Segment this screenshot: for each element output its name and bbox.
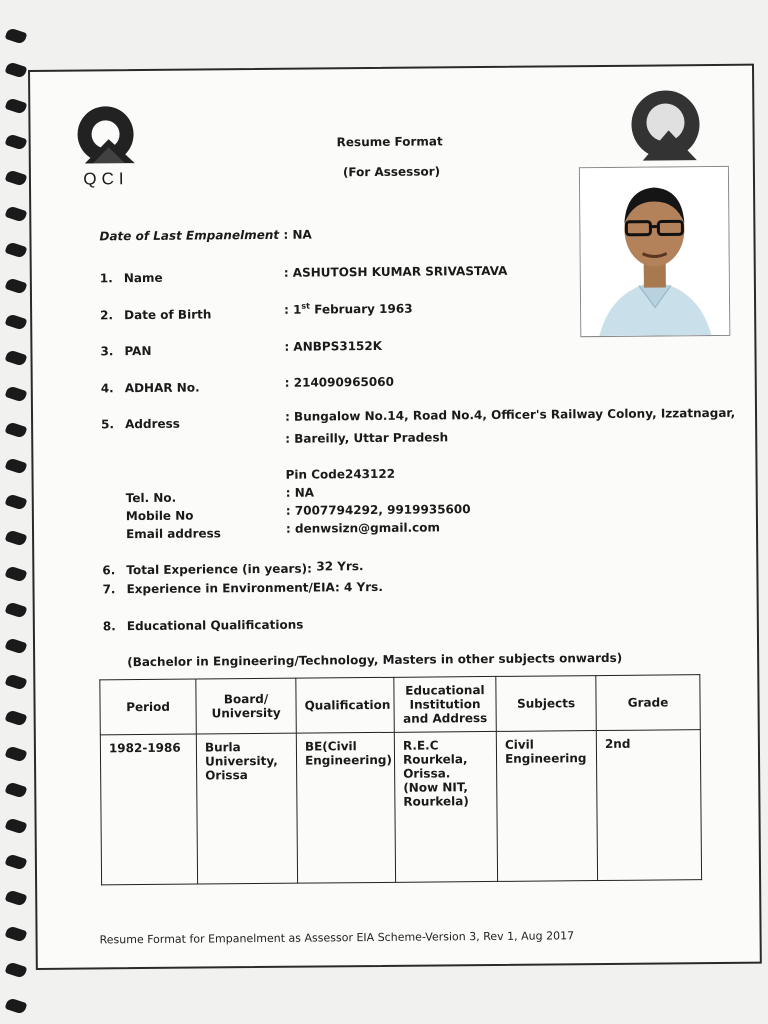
qci-emblem-icon bbox=[68, 103, 143, 168]
qci-logo-text: QCI bbox=[83, 169, 129, 189]
table-cell: Civil Engineering bbox=[496, 731, 597, 882]
table-cell: BE(Civil Engineering) bbox=[296, 732, 395, 883]
page-footer: Resume Format for Empanelment as Assessor EIA Scheme-Version 3, Rev 1, Aug 2017 bbox=[99, 929, 575, 947]
column-header: Grade bbox=[596, 675, 700, 731]
total-experience-label: 6. Total Experience (in years): bbox=[102, 561, 312, 578]
binding-ring bbox=[5, 493, 28, 511]
column-header: Subjects bbox=[496, 676, 596, 732]
table-cell: Burla University, Orissa bbox=[196, 733, 297, 884]
table-header-row bbox=[100, 675, 700, 735]
spiral-binding bbox=[0, 0, 32, 1024]
email-value: : denwsizn@gmail.com bbox=[285, 520, 441, 536]
field-name-label: 1. Name bbox=[99, 270, 163, 286]
column-header: Board/ University bbox=[196, 678, 296, 734]
binding-ring bbox=[5, 457, 28, 475]
tel-label: Tel. No. bbox=[125, 490, 177, 506]
binding-ring bbox=[5, 97, 28, 115]
table-cell: R.E.C Rourkela, Orissa. (Now NIT, Rourkela) bbox=[394, 731, 497, 882]
binding-ring bbox=[5, 169, 28, 187]
mobile-value: : 7007794292, 9919935600 bbox=[285, 502, 471, 518]
field-adhar-label: 4. ADHAR No. bbox=[100, 380, 200, 396]
empanelment-value: : NA bbox=[283, 227, 312, 242]
binding-ring bbox=[5, 709, 28, 727]
field-address-line1: : Bungalow No.14, Road No.4, Officer's Railway Colony, Izzatnagar, bbox=[284, 405, 736, 424]
binding-ring bbox=[5, 673, 28, 691]
qci-logo bbox=[68, 103, 143, 190]
binding-ring bbox=[5, 205, 28, 223]
empanelment-label: Date of Last Empanelment bbox=[99, 227, 280, 244]
binding-ring bbox=[5, 961, 28, 979]
binding-ring bbox=[5, 565, 28, 583]
field-pan-label: 3. PAN bbox=[100, 343, 152, 359]
table-cell: 2nd bbox=[596, 730, 701, 881]
education-table bbox=[99, 674, 702, 885]
table-row bbox=[100, 730, 701, 885]
binding-ring bbox=[5, 241, 28, 259]
education-note: (Bachelor in Engineering/Technology, Masters in other subjects onwards) bbox=[127, 650, 623, 670]
eia-experience: 7. Experience in Environment/EIA: 4 Yrs. bbox=[102, 579, 383, 597]
portrait-image bbox=[580, 167, 729, 336]
binding-ring bbox=[5, 781, 28, 799]
education-heading: 8. Educational Qualifications bbox=[102, 617, 304, 634]
field-pan-value: : ANBPS3152K bbox=[284, 338, 383, 354]
field-address-line2: : Bareilly, Uttar Pradesh bbox=[285, 430, 449, 446]
binding-ring bbox=[5, 421, 28, 439]
total-experience-value: 32 Yrs. bbox=[316, 559, 364, 574]
field-dob-value: : 1st February 1963 bbox=[284, 301, 413, 317]
binding-ring bbox=[5, 889, 28, 907]
binding-ring bbox=[5, 745, 28, 763]
qci-emblem-icon bbox=[624, 88, 707, 163]
binding-ring bbox=[5, 601, 28, 619]
page-title: Resume Format bbox=[336, 134, 443, 150]
column-header: Period bbox=[100, 679, 196, 735]
profile-photo bbox=[579, 166, 730, 337]
binding-ring bbox=[5, 133, 28, 151]
page-subtitle: (For Assessor) bbox=[342, 164, 441, 180]
binding-ring bbox=[5, 61, 28, 79]
binding-ring bbox=[5, 277, 28, 295]
mobile-label: Mobile No bbox=[125, 508, 194, 524]
field-adhar-value: : 214090965060 bbox=[284, 374, 394, 390]
binding-ring bbox=[5, 637, 28, 655]
field-address-label: 5. Address bbox=[101, 416, 180, 432]
binding-ring bbox=[5, 349, 28, 367]
qci-logo-right bbox=[624, 88, 707, 163]
binding-ring bbox=[5, 529, 28, 547]
column-header: Qualification bbox=[296, 677, 394, 733]
binding-ring bbox=[5, 925, 28, 943]
binding-ring bbox=[5, 853, 28, 871]
binding-ring bbox=[5, 997, 28, 1015]
email-label: Email address bbox=[125, 526, 221, 542]
binding-ring bbox=[5, 27, 28, 45]
binding-ring bbox=[5, 313, 28, 331]
binding-ring bbox=[5, 385, 28, 403]
tel-value: : NA bbox=[285, 485, 315, 500]
field-dob-label: 2. Date of Birth bbox=[100, 307, 212, 323]
pin-code: Pin Code243122 bbox=[285, 466, 396, 482]
column-header: Educational Institution and Address bbox=[394, 676, 496, 732]
field-name-value: : ASHUTOSH KUMAR SRIVASTAVA bbox=[283, 263, 508, 280]
resume-sheet bbox=[28, 64, 762, 970]
table-cell: 1982-1986 bbox=[100, 734, 197, 885]
binding-ring bbox=[5, 817, 28, 835]
